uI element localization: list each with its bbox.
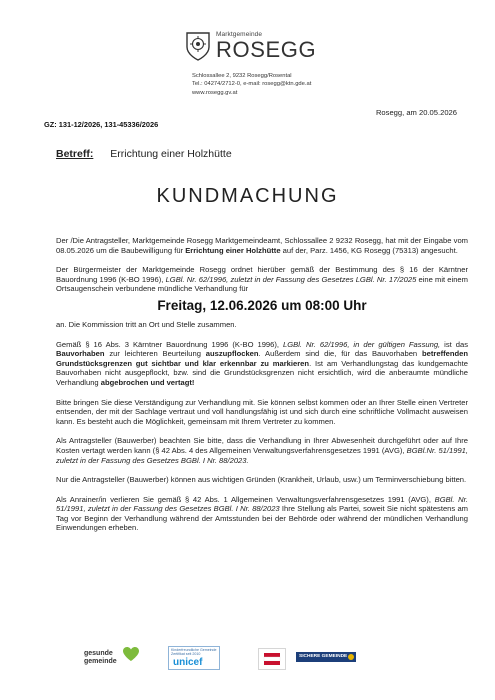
hearing-date: Freitag, 12.06.2026 um 08:00 Uhr (157, 297, 367, 313)
text-span: . Außerdem sind die, für das Bauvorhaben (258, 349, 422, 359)
emphasis: Bauvorhaben (56, 349, 105, 359)
emphasis: abgebrochen und vertagt! (100, 377, 195, 387)
logo-text: gemeinde (84, 658, 117, 665)
text-span: Gemäß § 16 Abs. 3 Kärntner Bauordnung 1996 (K-BO 1996), (56, 339, 284, 349)
text-span: zur leichteren Beurteilung (104, 349, 206, 359)
subject-label: Betreff: (56, 148, 94, 160)
subject-text: Errichtung einer Holzhütte (110, 148, 232, 160)
gesunde-gemeinde-logo (84, 650, 117, 666)
logo-text: Kinderfreundliche Gemeinde Zertifikat seit 2010 (171, 648, 217, 656)
brand-name: ROSEGG (216, 37, 317, 62)
badge-dot-icon (348, 654, 354, 660)
flag-emblem-icon (258, 648, 286, 670)
logo-text: unicef (173, 657, 203, 668)
law-citation: BGBl.Nr. 51/1991, zuletzt in der Fassung des Gesetzes BGBl. I Nr. 88/2023. (56, 445, 468, 465)
emphasis: auszupflocken (205, 349, 259, 359)
address-line: Schlossallee 2, 9232 Rosegg/Rosental (192, 73, 292, 79)
logo-text: SICHERE GEMEINDE (299, 653, 348, 659)
text-span: Der Bürgermeister der Marktgemeinde Rosegg ordnet hierüber gemäß der Bestimmung des § 16 der Kärntner Bauordnung 1996 (K-BO 1996), (56, 265, 468, 284)
document-body (56, 236, 468, 543)
municipality-logo (184, 28, 316, 64)
text-span: Als Anrainer/in verlieren Sie gemäß § 42 Abs. 1 Allgemeinen Verwaltungsverfahrensgesetzes 1991 (AVG), (56, 494, 435, 504)
contact-line: Tel.: 04274/2712-0, e-mail: rosegg@ktn.gde.at (192, 81, 312, 88)
law-citation: BGBl. Nr. 51/1991, zuletzt in der Fassung des Gesetzes BGBl. I Nr. 88/2023 (56, 494, 468, 514)
sichere-gemeinde-logo (296, 652, 356, 662)
paragraph-representative: Bitte bringen Sie diese Verständigung zur Verhandlung mit. Sie können selbst kommen oder an Ihrer Stelle einen Vertreter entsenden, der mit der Sachlage vertraut und voll handlungsfähig ist und sich durch eine schriftliche Vollmacht ausweisen kann. Es besteht auch die Möglichkeit, gemeinsam mit Ihrem Vertreter zu kommen. (56, 397, 468, 426)
emphasis: betreffenden Grundstücksgrenzen gut sichtbar und klar erkennbar zu markieren (56, 349, 468, 368)
footer-logos (0, 640, 495, 680)
law-citation: LGBl. Nr. 62/1996, zuletzt in der Fassung des Gesetzes LGBl. Nr. 17/2025 (165, 274, 417, 284)
text-span: . Ist am Verhandlungstag das kundgemachte Bauvorhaben nicht ausgepflockt, bzw. sind die Grundstücksgrenzen nicht ersichtlich, wird die anberaumte mündliche Verhandlung (56, 358, 468, 387)
project-name: Errichtung einer Holzhütte (185, 245, 281, 255)
text-span: Ihre Stellung als Partei, soweit Sie nicht spätestens am Tag vor Beginn der Verhandlung während der Amtsstunden bei der Behörde oder während der mündlichen Verhandlung Einwendungen erheben. (56, 504, 468, 533)
heart-icon (122, 646, 140, 662)
text-span: eine mit einem Ortsaugenschein verbundene mündliche Verhandlung für (56, 274, 468, 294)
text-span: auf der, Parz. 1456, KG Rosegg (75313) angesucht. (280, 245, 458, 255)
law-citation: LGBl. Nr. 62/1996, in der gültigen Fassung, (283, 339, 441, 349)
paragraph-commission: an. Die Kommission tritt an Ort und Stelle zusammen. (56, 319, 237, 329)
text-span: ist das (440, 339, 468, 349)
paragraph-order (56, 265, 468, 294)
letterhead-address (192, 72, 311, 97)
place-date: Rosegg, am 20.05.2026 (375, 108, 457, 117)
brand-small-text: Marktgemeinde (216, 31, 263, 38)
paragraph-absence (56, 436, 468, 465)
paragraph-staking (56, 340, 468, 388)
unicef-logo (168, 646, 220, 670)
document-title: KUNDMACHUNG (156, 185, 339, 207)
paragraph-postponement: Nur die Antragsteller (Bauwerber) können aus wichtigen Gründen (Krankheit, Urlaub, usw.) um Terminverschiebung bitten. (56, 475, 467, 485)
paragraph-application (56, 236, 468, 255)
paragraph-neighbours (56, 495, 468, 533)
subject-line (56, 148, 232, 160)
crest-icon (184, 30, 212, 62)
reference-number: GZ: 131-12/2026, 131-45336/2026 (44, 120, 159, 129)
website-line: www.rosegg.gv.at (192, 89, 238, 96)
text-span: Der /Die Antragsteller, Marktgemeinde Rosegg Marktgemeindeamt, Schlossallee 2 9232 Rosegg, hat mit der Eingabe vom 08.05.2026 um die Baubewilligung für (56, 236, 468, 255)
logo-text: gesunde (84, 650, 113, 657)
text-span: Als Antragsteller (Bauwerber) beachten Sie bitte, dass die Verhandlung in Ihrer Abwesenheit durchgeführt oder auf Ihre Kosten vertagt werden kann (§ 42 Abs. 4 des Allgemeinen Verwaltungsverfahrensgesetzes 1991 (AVG), (56, 436, 468, 455)
